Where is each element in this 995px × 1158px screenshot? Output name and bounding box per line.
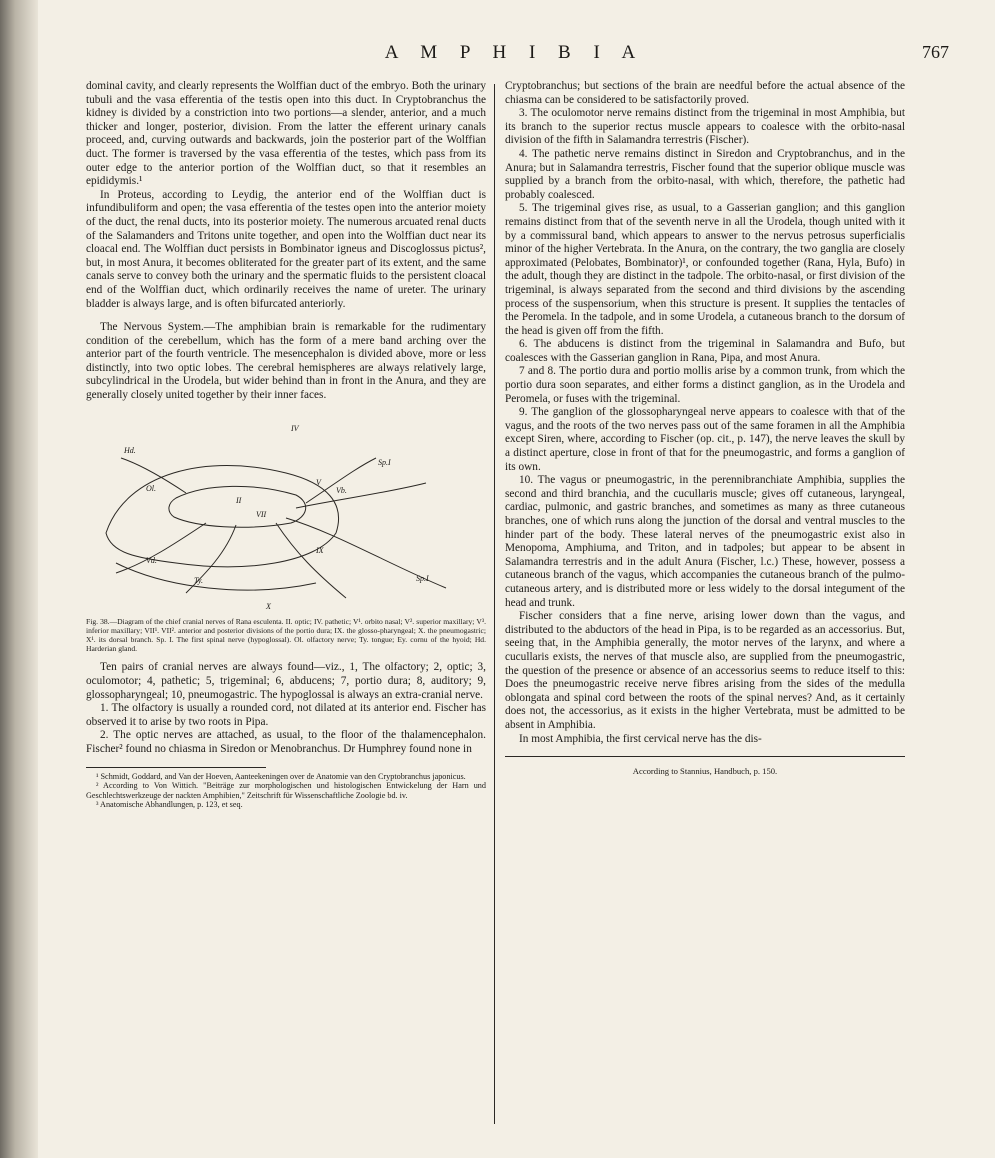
book-page — [62, 38, 967, 1148]
figure-label: IV — [291, 423, 299, 433]
figure-label: V — [316, 477, 321, 487]
brain-outline — [169, 486, 306, 527]
column-divider — [494, 84, 495, 1124]
paragraph: 2. The optic nerves are attached, as usual, to the floor of the thalamencephalon. Fischer² found no chiasma in Siredon or Menobranchus. Dr Humphrey found none in — [86, 729, 486, 756]
paragraph: 1. The olfactory is usually a rounded cord, not dilated at its anterior end. Fischer has observed it to arise by two roots in Pipa. — [86, 702, 486, 728]
figure-label: Sp.I — [416, 573, 429, 583]
footnotes — [86, 772, 486, 810]
section-paragraph-nervous-system: The Nervous System.—The amphibian brain is remarkable for the rudimentary condition of the cerebellum, which has the form of a mere band arching over the anterior part of the fourth ventricle. The mesencephalon is divided above, more or less distinctly, into two optic lobes. The cerebral hemispheres are always relatively large, subcylindrical in the Urodela, but wider behind than in front in the Anura, and they are generally closely united together by their inner faces. — [86, 321, 486, 402]
paragraph: 5. The trigeminal gives rise, as usual, to a Gasserian ganglion; and this ganglion remains distinct from that of the seventh nerve in all the Urodela, though united with it by a commissural band, which appears to answer to the nervus petrosus superficialis minor of the higher Vertebrata. In the Anura, on the contrary, the two ganglia are closely approximated (Pelobates, Bombinator)¹, or confounded together (Rana, Hyla, Bufo) in the adult, though they are distinct in the tadpole. The orbito-nasal, or first division of the trigeminal, is always separated from the second and third divisions by the ascending process of the suspensorium, when this structure is present. It supplies the tentacles of the Peromela. In the tadpole, and in some Urodela, a cutaneous branch to the dorsum of the head is given off from the fifth. — [505, 202, 905, 337]
right-column — [505, 80, 905, 779]
left-column — [86, 80, 486, 810]
figure-label: VII — [256, 509, 267, 519]
figure-label: Vd. — [146, 555, 157, 565]
paragraph: In Proteus, according to Leydig, the anterior end of the Wolffian duct is infundibuliform and open; the vasa efferentia of the testes open into the anterior moiety of the duct, the renal ducts, into its posterior moiety. The numerous arcuated renal ducts of the Salamanders and Tritons unite together, and open into the Wolffian duct near its cloacal end. The Wolffian duct persists in Bombinator igneus and Discoglossus pictus², but, in most Anura, it becomes obliterated for the greater part of its extent, and the same canals serve to convey both the urinary and the spermatic fluids to the persistent cloacal end of the Wolffian duct, which ordinarily receives the name of ureter. The urinary bladder is always large, and is often bifurcated anteriorly. — [86, 188, 486, 310]
paragraph: 6. The abducens is distinct from the trigeminal in Salamandra and Bufo, but coalesces with the Gasserian ganglion in Rana, Pipa, and most Anura. — [505, 338, 905, 364]
figure-label: Ol. — [146, 483, 156, 493]
footnote: ³ Anatomische Abhandlungen, p. 123, et seq. — [96, 800, 243, 810]
figure-label: X — [266, 601, 271, 611]
figure-label: Vb. — [336, 485, 347, 495]
figure-label: IX — [316, 545, 324, 555]
paragraph: 4. The pathetic nerve remains distinct in Siredon and Cryptobranchus, and in the Anura; but in Salamandra terrestris, Fischer found that the superior oblique muscle was supplied by a branch from the orbito-nasal, with which, therefore, the pathetic had probably coalesced. — [505, 147, 905, 201]
paragraph: dominal cavity, and clearly represents the Wolffian duct of the embryo. Both the urinary tubuli and the vasa efferentia of the testis open into this duct. In Cryptobranchus the kidney is divided by a constriction into two portions—a slender, anterior, and a much thicker and longer, posterior, division. From the latter the efferent urinary canals proceed, and, curving outwards and backwards, join the posterior part of the Wolffian duct. The former is traversed by the vasa efferentia of the testes, which pass from its outer edge to the anterior portion of the Wolffian duct, so that it resembles an epididymis.¹ — [86, 80, 486, 188]
running-title: A M P H I B I A — [384, 42, 645, 63]
figure-cranial-nerves — [86, 413, 476, 613]
paragraph: 9. The ganglion of the glossopharyngeal nerve appears to coalesce with that of the vagus, and the roots of the two nerves pass out of the same foramen in all the Amphibia except Siren, where, according to Fischer (op. cit., p. 147), the nerve leaves the skull by a distinct aperture, close in front of that for the pneumogastric, and forms a ganglion of its own. — [505, 406, 905, 473]
footnote-divider — [505, 756, 905, 757]
paragraph: In most Amphibia, the first cervical nerve has the dis- — [519, 732, 762, 745]
figure-label: Ty. — [194, 575, 203, 585]
page-number: 767 — [922, 42, 949, 62]
paragraph: Fischer considers that a fine nerve, arising lower down than the vagus, and distributed to the abductors of the head in Pipa, is to be regarded as an accessorius. But, seeing that, in the Amphibia generally, the motor nerves of the larynx, and where a cucullaris exists, the nerves of that muscle also, are supplied from the pneumogastric, the question of the presence or absence of an accessorius seems to reduce itself to this: Does the pneumogastric receive nerve fibres arising from the sides of the medulla oblongata and spinal cord between the roots of the spinal nerves? And, as it certainly does not, the accessorius, as it exists in the higher Vertebrata, must be admitted to be absent in Amphibia. — [505, 610, 905, 731]
figure-label: Hd. — [124, 445, 136, 455]
paragraph: Cryptobranchus; but sections of the brain are needful before the actual absence of the chiasma can be considered to be satisfactorily proved. — [505, 80, 905, 106]
footnote: According to Stannius, Handbuch, p. 150. — [632, 766, 778, 777]
footnote: ¹ Schmidt, Goddard, and Van der Hoeven, Aanteekeningen over de Anatomie van den Cryptobranchus japonicus. — [96, 771, 466, 781]
paragraph: Ten pairs of cranial nerves are always found—viz., 1, The olfactory; 2, optic; 3, oculomotor; 4, pathetic; 5, trigeminal; 6, abducens; 7, portio dura; 8, auditory; 9, glossopharyngeal; 10, pneumogastric. The hypoglossal is always an extra-cranial nerve. — [86, 661, 486, 701]
page-gutter-shadow — [0, 0, 38, 1158]
paragraph: 10. The vagus or pneumogastric, in the perennibranchiate Amphibia, supplies the second and third branchia, and the cucullaris muscle; gives off cutaneous, laryngeal, cardiac, pulmonic, and gastric branches, and sometimes as many as three cutaneous branches, one of which runs along the junction of the dorsal and ventral muscles to the hinder part of the body. These lateral nerves of the pneumogastric exist also in Menopoma, Amphiuma, and Triton, and in tadpoles; but appear to be absent in Salamandra terrestris and in the adult Anura (Fischer, l.c.) These, however, possess a cutaneous branch of the vagus, which accompanies the cutaneous branch of the pulmo-cutaneous artery, and is distributed more or less widely to the dorsal integument of the head and trunk. — [505, 474, 905, 609]
paragraph: 3. The oculomotor nerve remains distinct from the trigeminal in most Amphibia, but its branch to the superior rectus muscle appears to coalesce with the orbito-nasal division of the fifth in Salamandra terrestris (Fischer). — [505, 107, 905, 147]
page-header — [62, 38, 967, 68]
footnote-divider — [86, 767, 266, 768]
cranial-nerves-diagram — [86, 413, 476, 613]
figure-label: II — [236, 495, 242, 505]
figure-caption: Fig. 38.—Diagram of the chief cranial nerves of Rana esculenta. II. optic; IV. pathetic; V¹. orbito nasal; V². superior maxillary; V³. inferior maxillary; VII¹. VII². anterior and posterior divisions of the portio dura; IX. the glosso-pharyngeal; X. the pneumogastric; X¹. its dorsal branch. Sp. I. The first spinal nerve (hypoglossal). Ol. olfactory nerve; Ty. tongue; Ey. cornu of the hyoid; Hd. Harderian gland. — [86, 616, 486, 654]
footnote: ² According to Von Wittich. "Beiträge zur morphologischen und histologischen Entwickelung der Harn und Geschlechtswerkzeuge der nackten Amphibien," Zeitschrift für Wissenschaftliche Zoologie bd. iv. — [86, 781, 486, 800]
figure-label: Sp.I — [378, 457, 391, 467]
paragraph: 7 and 8. The portio dura and portio mollis arise by a common trunk, from which the portio dura soon separates, and either forms a distinct ganglion, as in the Urodela and Peromela, or fuses with the trigeminal. — [505, 365, 905, 405]
